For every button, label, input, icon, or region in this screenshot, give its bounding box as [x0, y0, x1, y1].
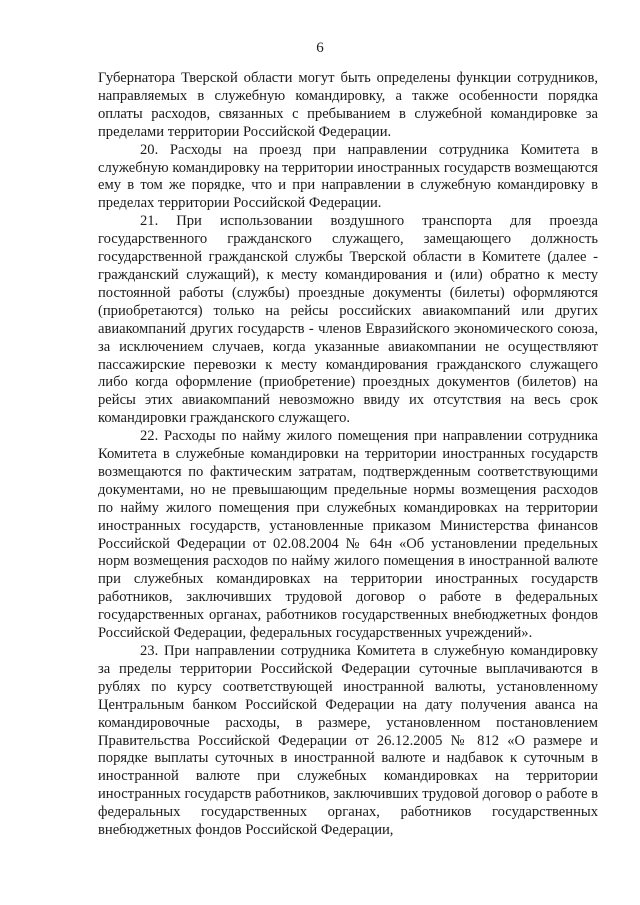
paragraph-21: 21. При использовании воздушного транспорта для проезда государственного гражданского служащего, замещающего должность государственной гражданской службы Тверской области в Комитете (далее - гражданский служащий), к месту командирования и (или) обратно к месту постоянной работы (службы) проездные документы (билеты) оформляются (приобретаются) только на рейсы российских авиакомпаний или других авиакомпаний других государств - членов Евразийского экономического союза, за исключением случаев, когда указанные авиакомпании не осуществляют пассажирские перевозки к месту командирования гражданского служащего либо когда оформление (приобретение) проездных документов (билетов) на рейсы этих авиакомпаний невозможно ввиду их отсутствия на весь срок командировки гражданского служащего. — [98, 213, 598, 427]
page-number: 6 — [316, 40, 324, 56]
paragraph-20: 20. Расходы на проезд при направлении сотрудника Комитета в служебную командировку на территории иностранных государств возмещаются ему в том же порядке, что и при направлении в служебную командировку в пределах территории Российской Федерации. — [98, 141, 598, 212]
paragraph-23: 23. При направлении сотрудника Комитета в служебную командировку за пределы территории Российской Федерации суточные выплачиваются в рублях по курсу соответствующей иностранной валюты, установленному Центральным банком Российской Федерации на дату получения аванса на командировочные расходы, в размере, установленном постановлением Правительства Российской Федерации от 26.12.2005 № 812 «О размере и порядке выплаты суточных в иностранной валюте и надбавок к суточным в иностранной валюте при служебных командировках на территории иностранных государств работников, заключивших трудовой договор о работе в федеральных государственных органах, работников государственных внебюджетных фондов Российской Федерации, — [98, 643, 598, 839]
paragraph-continuation: Губернатора Тверской области могут быть определены функции сотрудников, направляемых в служебную командировку, а также особенности порядка оплаты расходов, связанных с пребыванием в служебной командировке за пределами территории Российской Федерации. — [98, 70, 598, 140]
document-body — [98, 70, 598, 840]
paragraph-22: 22. Расходы по найму жилого помещения при направлении сотрудника Комитета в служебные командировки на территории иностранных государств возмещаются по фактическим затратам, подтвержденным соответствующими документами, но не превышающим предельные нормы возмещения расходов по найму жилого помещения при служебных командировках на территории иностранных государств, установленные приказом Министерства финансов Российской Федерации от 02.08.2004 № 64н «Об установлении предельных норм возмещения расходов по найму жилого помещения в иностранной валюте при служебных командировках на территории иностранных государств работников, заключивших трудовой договор о работе в федеральных государственных органах, работников государственных внебюджетных фондов Российской Федерации, федеральных государственных учреждений». — [98, 428, 598, 642]
